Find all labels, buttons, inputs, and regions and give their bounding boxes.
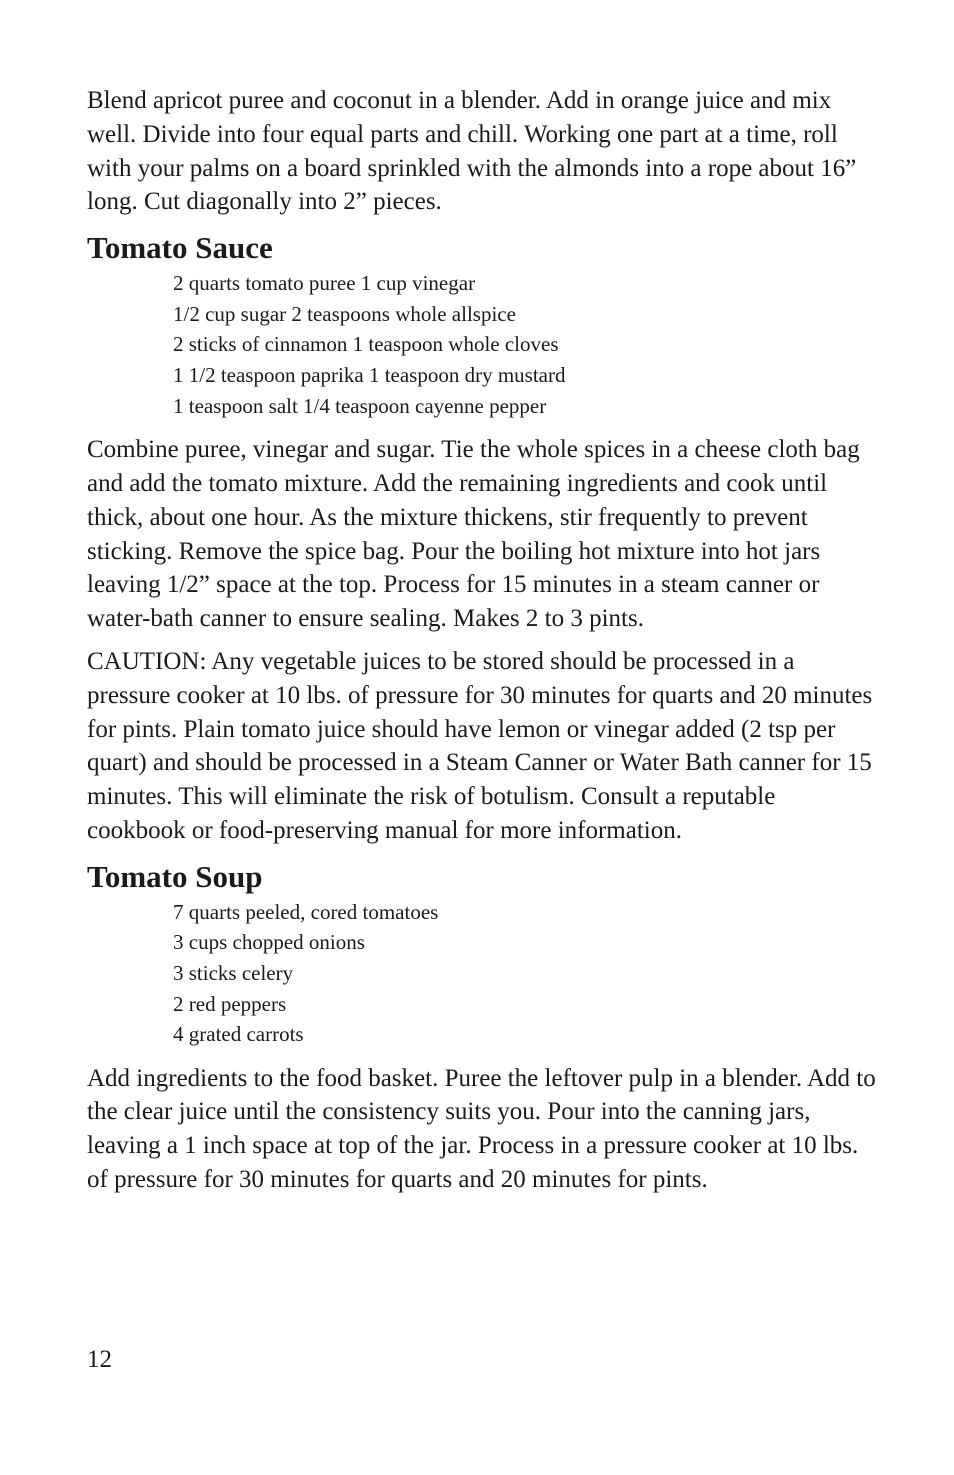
caution-paragraph: CAUTION: Any vegetable juices to be stored should be processed in a pressure cooker at 10 lbs. of pressure for 30 minutes for quarts and 20 minutes for pints. Plain tomato juice should have lemon or vinegar added (2 tsp per quart) and should be processed in a Steam Canner or Water Bath canner for 15 minutes. This will eliminate the risk of botulism. Consult a reputable cookbook or food-preserving manual for more information. [87, 647, 873, 844]
tomato-sauce-ingredients [173, 268, 877, 421]
tomato-soup-instructions: Add ingredients to the food basket. Puree the leftover pulp in a blender. Add to the clear juice until the consistency suits you. Pour into the canning jars, leaving a 1 inch space at top of the jar. Process in a pressure cooker at 10 lbs. of pressure for 30 minutes for quarts and 20 minutes for pints. [87, 1064, 876, 1194]
tomato-soup-ingredients [173, 897, 877, 1050]
ingredient-line: 2 red peppers [173, 991, 287, 1016]
ingredient-line: 1 1/2 teaspoon paprika 1 teaspoon dry mustard [173, 362, 566, 387]
tomato-soup-title: Tomato Soup [87, 858, 263, 894]
ingredient-line: 7 quarts peeled, cored tomatoes [173, 899, 439, 924]
ingredient-line: 1 teaspoon salt 1/4 teaspoon cayenne pepper [173, 393, 547, 418]
ingredient-line: 1/2 cup sugar 2 teaspoons whole allspice [173, 301, 516, 326]
tomato-sauce-title: Tomato Sauce [87, 230, 273, 266]
page-number: 12 [87, 1346, 112, 1373]
tomato-sauce-instructions: Combine puree, vinegar and sugar. Tie the whole spices in a cheese cloth bag and add the tomato mixture. Add the remaining ingredients and cook until thick, about one hour. As the mixture thickens, stir frequently to prevent sticking. Remove the spice bag. Pour the boiling hot mixture into hot jars leaving 1/2” space at the top. Process for 15 minutes in a steam canner or water-bath canner to ensure sealing. Makes 2 to 3 pints. [87, 436, 860, 633]
ingredient-line: 3 sticks celery [173, 960, 294, 985]
ingredient-line: 2 sticks of cinnamon 1 teaspoon whole cloves [173, 332, 559, 357]
page-content [87, 84, 877, 1206]
intro-paragraph: Blend apricot puree and coconut in a blender. Add in orange juice and mix well. Divide into four equal parts and chill. Working one part at a time, roll with your palms on a board sprinkled with the almonds into a rope about 16” long. Cut diagonally into 2” pieces. [87, 87, 857, 216]
ingredient-line: 2 quarts tomato puree 1 cup vinegar [173, 271, 476, 296]
ingredient-line: 3 cups chopped onions [173, 930, 365, 955]
ingredient-line: 4 grated carrots [173, 1022, 304, 1047]
